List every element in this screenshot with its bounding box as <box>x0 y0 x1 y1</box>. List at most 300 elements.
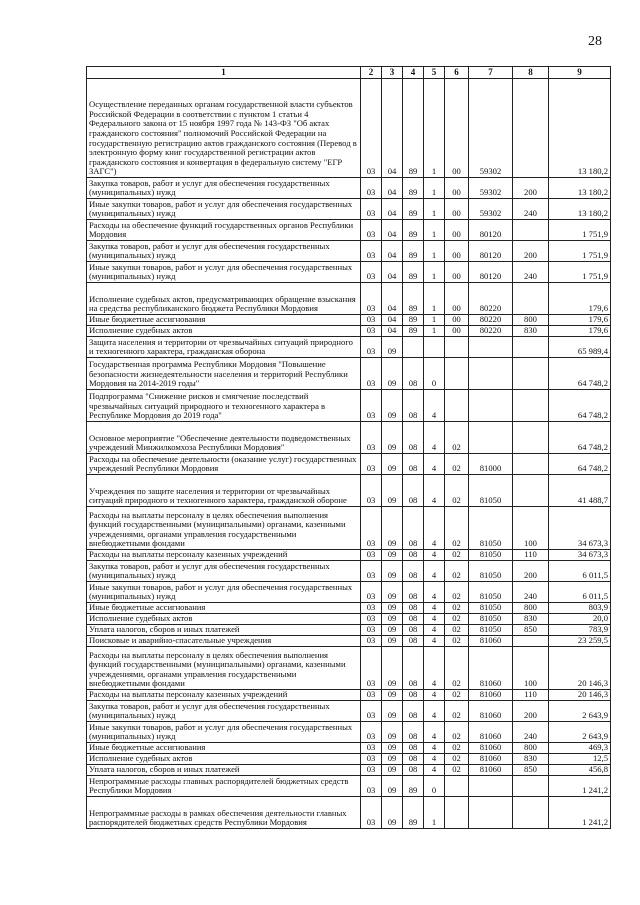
expense-type-cell <box>513 79 549 178</box>
section-code-cell: 03 <box>361 241 382 262</box>
section-code-cell: 03 <box>361 625 382 636</box>
section-code-cell: 03 <box>361 603 382 614</box>
amount-cell: 1 751,9 <box>549 262 611 283</box>
direction-code-cell <box>469 337 513 358</box>
table-row <box>87 358 611 390</box>
amount-cell: 23 259,5 <box>549 636 611 647</box>
table-row <box>87 701 611 722</box>
event-code-cell: 02 <box>445 475 469 507</box>
program-code-cell: 89 <box>403 776 424 797</box>
section-code-cell: 03 <box>361 636 382 647</box>
event-code-cell <box>445 358 469 390</box>
table-row <box>87 550 611 561</box>
subprogram-code-cell: 4 <box>424 701 445 722</box>
table-row <box>87 754 611 765</box>
row-name-cell: Защита населения и территории от чрезвычайных ситуаций природного и техногенного характера, гражданская оборона <box>87 337 361 358</box>
program-code-cell: 08 <box>403 507 424 550</box>
event-code-cell: 00 <box>445 283 469 315</box>
direction-code-cell: 81050 <box>469 603 513 614</box>
subprogram-code-cell: 4 <box>424 507 445 550</box>
subsection-code-cell: 09 <box>382 743 403 754</box>
row-name-cell: Закупка товаров, работ и услуг для обеспечения государственных (муниципальных) нужд <box>87 701 361 722</box>
row-name-cell: Исполнение судебных актов <box>87 326 361 337</box>
table-row <box>87 614 611 625</box>
row-name-cell: Расходы на выплаты персоналу казенных учреждений <box>87 690 361 701</box>
section-code-cell: 03 <box>361 701 382 722</box>
row-name-cell: Закупка товаров, работ и услуг для обеспечения государственных (муниципальных) нужд <box>87 178 361 199</box>
section-code-cell: 03 <box>361 422 382 454</box>
amount-cell: 20 146,3 <box>549 647 611 690</box>
table-row <box>87 647 611 690</box>
event-code-cell: 02 <box>445 636 469 647</box>
section-code-cell: 03 <box>361 776 382 797</box>
section-code-cell: 03 <box>361 690 382 701</box>
table-header-row <box>87 67 611 79</box>
table-row <box>87 625 611 636</box>
subsection-code-cell: 09 <box>382 722 403 743</box>
subprogram-code-cell: 4 <box>424 390 445 422</box>
table-row <box>87 178 611 199</box>
column-header: 9 <box>549 67 611 79</box>
expense-type-cell: 800 <box>513 743 549 754</box>
amount-cell: 64 748,2 <box>549 390 611 422</box>
expense-type-cell: 800 <box>513 315 549 326</box>
column-header: 5 <box>424 67 445 79</box>
table-row <box>87 561 611 582</box>
row-name-cell: Расходы на выплаты персоналу в целях обеспечения выполнения функций государственными (муниципальными) органами, казенными учреждениями, органами управления государственными внебюджетными фондами <box>87 507 361 550</box>
section-code-cell: 03 <box>361 262 382 283</box>
section-code-cell: 03 <box>361 199 382 220</box>
amount-cell: 64 748,2 <box>549 358 611 390</box>
section-code-cell: 03 <box>361 582 382 603</box>
section-code-cell: 03 <box>361 647 382 690</box>
amount-cell: 179,6 <box>549 315 611 326</box>
section-code-cell: 03 <box>361 454 382 475</box>
row-name-cell: Расходы на обеспечение деятельности (оказание услуг) государственных учреждений Республики Мордовия <box>87 454 361 475</box>
direction-code-cell: 81050 <box>469 625 513 636</box>
event-code-cell: 00 <box>445 262 469 283</box>
program-code-cell: 08 <box>403 647 424 690</box>
amount-cell: 20,0 <box>549 614 611 625</box>
section-code-cell: 03 <box>361 220 382 241</box>
expense-type-cell: 850 <box>513 765 549 776</box>
table-body <box>87 79 611 829</box>
expense-type-cell: 240 <box>513 582 549 603</box>
row-name-cell: Иные бюджетные ассигнования <box>87 315 361 326</box>
section-code-cell: 03 <box>361 507 382 550</box>
event-code-cell: 00 <box>445 241 469 262</box>
subprogram-code-cell: 4 <box>424 422 445 454</box>
subsection-code-cell: 09 <box>382 475 403 507</box>
row-name-cell: Государственная программа Республики Мордовия "Повышение безопасности жизнедеятельности населения и территорий Республики Мордовия на 2014-2019 годы" <box>87 358 361 390</box>
row-name-cell: Подпрограмма "Снижение рисков и смягчение последствий чрезвычайных ситуаций природного и техногенного характера в Республике Мордовия до 2019 года" <box>87 390 361 422</box>
subprogram-code-cell: 4 <box>424 647 445 690</box>
event-code-cell: 02 <box>445 582 469 603</box>
subsection-code-cell: 04 <box>382 326 403 337</box>
amount-cell: 179,6 <box>549 326 611 337</box>
column-header: 3 <box>382 67 403 79</box>
direction-code-cell: 81050 <box>469 507 513 550</box>
event-code-cell <box>445 337 469 358</box>
event-code-cell <box>445 797 469 829</box>
subsection-code-cell: 09 <box>382 550 403 561</box>
direction-code-cell: 81060 <box>469 701 513 722</box>
direction-code-cell: 80220 <box>469 315 513 326</box>
event-code-cell: 02 <box>445 722 469 743</box>
expense-type-cell: 200 <box>513 701 549 722</box>
row-name-cell: Исполнение судебных актов <box>87 754 361 765</box>
expense-type-cell <box>513 358 549 390</box>
program-code-cell: 89 <box>403 326 424 337</box>
section-code-cell: 03 <box>361 178 382 199</box>
amount-cell: 2 643,9 <box>549 722 611 743</box>
direction-code-cell: 81050 <box>469 550 513 561</box>
expense-type-cell: 850 <box>513 625 549 636</box>
expense-type-cell: 110 <box>513 690 549 701</box>
subsection-code-cell: 09 <box>382 776 403 797</box>
event-code-cell <box>445 390 469 422</box>
event-code-cell: 02 <box>445 754 469 765</box>
event-code-cell: 02 <box>445 743 469 754</box>
row-name-cell: Осуществление переданных органам государственной власти субъектов Российской Федерации в соответствии с пунктом 1 статьи 4 Федерального закона от 15 ноября 1997 года № 143-ФЗ "Об актах гражданского состояния" полномочий Российской Федерации на государственную регистрацию актов гражданского состояния (Перевод в электронную форму книг государственной регистрации актов гражданского состояния и конвертация в федеральную систему "ЕГР ЗАГС") <box>87 79 361 178</box>
subprogram-code-cell: 4 <box>424 690 445 701</box>
row-name-cell: Закупка товаров, работ и услуг для обеспечения государственных (муниципальных) нужд <box>87 561 361 582</box>
subsection-code-cell: 04 <box>382 315 403 326</box>
amount-cell: 1 241,2 <box>549 776 611 797</box>
program-code-cell: 89 <box>403 262 424 283</box>
program-code-cell: 08 <box>403 614 424 625</box>
expense-type-cell: 200 <box>513 178 549 199</box>
amount-cell: 13 180,2 <box>549 79 611 178</box>
amount-cell: 469,3 <box>549 743 611 754</box>
subprogram-code-cell: 0 <box>424 358 445 390</box>
expense-type-cell: 100 <box>513 507 549 550</box>
amount-cell: 6 011,5 <box>549 582 611 603</box>
subsection-code-cell: 09 <box>382 797 403 829</box>
amount-cell: 65 989,4 <box>549 337 611 358</box>
table-row <box>87 507 611 550</box>
section-code-cell: 03 <box>361 614 382 625</box>
table-row <box>87 475 611 507</box>
budget-table <box>86 66 611 829</box>
amount-cell: 13 180,2 <box>549 178 611 199</box>
amount-cell: 64 748,2 <box>549 422 611 454</box>
subprogram-code-cell: 4 <box>424 603 445 614</box>
amount-cell: 783,9 <box>549 625 611 636</box>
direction-code-cell: 59302 <box>469 178 513 199</box>
event-code-cell: 02 <box>445 561 469 582</box>
subprogram-code-cell: 1 <box>424 178 445 199</box>
section-code-cell: 03 <box>361 743 382 754</box>
subsection-code-cell: 04 <box>382 220 403 241</box>
event-code-cell: 02 <box>445 690 469 701</box>
program-code-cell: 08 <box>403 743 424 754</box>
row-name-cell: Уплата налогов, сборов и иных платежей <box>87 765 361 776</box>
program-code-cell: 08 <box>403 582 424 603</box>
section-code-cell: 03 <box>361 283 382 315</box>
table-row <box>87 262 611 283</box>
program-code-cell: 08 <box>403 754 424 765</box>
expense-type-cell <box>513 776 549 797</box>
row-name-cell: Закупка товаров, работ и услуг для обеспечения государственных (муниципальных) нужд <box>87 241 361 262</box>
row-name-cell: Поисковые и аварийно-спасательные учреждения <box>87 636 361 647</box>
event-code-cell <box>445 776 469 797</box>
subprogram-code-cell: 1 <box>424 220 445 241</box>
amount-cell: 34 673,3 <box>549 507 611 550</box>
subsection-code-cell: 09 <box>382 582 403 603</box>
column-header: 8 <box>513 67 549 79</box>
direction-code-cell: 81060 <box>469 765 513 776</box>
direction-code-cell: 81060 <box>469 636 513 647</box>
program-code-cell: 08 <box>403 625 424 636</box>
section-code-cell: 03 <box>361 79 382 178</box>
amount-cell: 6 011,5 <box>549 561 611 582</box>
direction-code-cell: 80120 <box>469 220 513 241</box>
row-name-cell: Расходы на выплаты персоналу казенных учреждений <box>87 550 361 561</box>
subprogram-code-cell: 4 <box>424 454 445 475</box>
subprogram-code-cell: 4 <box>424 614 445 625</box>
direction-code-cell: 81060 <box>469 690 513 701</box>
table-row <box>87 337 611 358</box>
table-row <box>87 765 611 776</box>
event-code-cell: 02 <box>445 422 469 454</box>
direction-code-cell: 81060 <box>469 754 513 765</box>
table-row <box>87 241 611 262</box>
program-code-cell: 89 <box>403 199 424 220</box>
direction-code-cell: 80220 <box>469 283 513 315</box>
subprogram-code-cell: 4 <box>424 625 445 636</box>
row-name-cell: Расходы на выплаты персоналу в целях обеспечения выполнения функций государственными (муниципальными) органами, казенными учреждениями, органами управления государственными внебюджетными фондами <box>87 647 361 690</box>
event-code-cell: 02 <box>445 454 469 475</box>
program-code-cell: 89 <box>403 79 424 178</box>
subsection-code-cell: 04 <box>382 79 403 178</box>
subsection-code-cell: 09 <box>382 690 403 701</box>
expense-type-cell <box>513 797 549 829</box>
section-code-cell: 03 <box>361 797 382 829</box>
section-code-cell: 03 <box>361 561 382 582</box>
program-code-cell: 89 <box>403 797 424 829</box>
table-row <box>87 220 611 241</box>
program-code-cell: 08 <box>403 690 424 701</box>
direction-code-cell: 59302 <box>469 199 513 220</box>
subsection-code-cell: 04 <box>382 178 403 199</box>
expense-type-cell <box>513 422 549 454</box>
program-code-cell: 89 <box>403 220 424 241</box>
subprogram-code-cell <box>424 337 445 358</box>
event-code-cell: 02 <box>445 647 469 690</box>
row-name-cell: Иные закупки товаров, работ и услуг для обеспечения государственных (муниципальных) нужд <box>87 262 361 283</box>
amount-cell: 12,5 <box>549 754 611 765</box>
section-code-cell: 03 <box>361 315 382 326</box>
program-code-cell: 89 <box>403 283 424 315</box>
amount-cell: 34 673,3 <box>549 550 611 561</box>
row-name-cell: Иные закупки товаров, работ и услуг для обеспечения государственных (муниципальных) нужд <box>87 582 361 603</box>
section-code-cell: 03 <box>361 326 382 337</box>
table-row <box>87 454 611 475</box>
expense-type-cell: 100 <box>513 647 549 690</box>
program-code-cell: 08 <box>403 603 424 614</box>
expense-type-cell: 800 <box>513 603 549 614</box>
table-row <box>87 283 611 315</box>
subsection-code-cell: 04 <box>382 283 403 315</box>
table-row <box>87 776 611 797</box>
expense-type-cell <box>513 390 549 422</box>
column-header: 6 <box>445 67 469 79</box>
subsection-code-cell: 09 <box>382 701 403 722</box>
table-row <box>87 743 611 754</box>
subsection-code-cell: 09 <box>382 603 403 614</box>
direction-code-cell: 81050 <box>469 475 513 507</box>
row-name-cell: Иные бюджетные ассигнования <box>87 743 361 754</box>
program-code-cell: 08 <box>403 390 424 422</box>
event-code-cell: 00 <box>445 315 469 326</box>
section-code-cell: 03 <box>361 475 382 507</box>
subsection-code-cell: 09 <box>382 647 403 690</box>
subsection-code-cell: 09 <box>382 561 403 582</box>
subprogram-code-cell: 1 <box>424 241 445 262</box>
program-code-cell: 89 <box>403 178 424 199</box>
expense-type-cell <box>513 475 549 507</box>
table-row <box>87 315 611 326</box>
event-code-cell: 02 <box>445 625 469 636</box>
expense-type-cell <box>513 337 549 358</box>
expense-type-cell: 240 <box>513 722 549 743</box>
direction-code-cell: 81060 <box>469 647 513 690</box>
row-name-cell: Иные бюджетные ассигнования <box>87 603 361 614</box>
direction-code-cell: 81050 <box>469 614 513 625</box>
subsection-code-cell: 09 <box>382 754 403 765</box>
direction-code-cell: 81060 <box>469 722 513 743</box>
amount-cell: 64 748,2 <box>549 454 611 475</box>
direction-code-cell: 80220 <box>469 326 513 337</box>
program-code-cell: 08 <box>403 636 424 647</box>
row-name-cell: Непрограммные расходы в рамках обеспечения деятельности главных распорядителей бюджетных средств Республики Мордовия <box>87 797 361 829</box>
subprogram-code-cell: 1 <box>424 326 445 337</box>
table-row <box>87 199 611 220</box>
subsection-code-cell: 04 <box>382 241 403 262</box>
direction-code-cell: 80120 <box>469 262 513 283</box>
table-row <box>87 390 611 422</box>
page-number: 28 <box>588 34 602 49</box>
subprogram-code-cell: 4 <box>424 561 445 582</box>
expense-type-cell: 240 <box>513 262 549 283</box>
expense-type-cell: 200 <box>513 561 549 582</box>
event-code-cell: 00 <box>445 326 469 337</box>
event-code-cell: 02 <box>445 603 469 614</box>
subsection-code-cell: 09 <box>382 358 403 390</box>
column-header: 4 <box>403 67 424 79</box>
direction-code-cell <box>469 390 513 422</box>
row-name-cell: Непрограммные расходы главных распорядителей бюджетных средств Республики Мордовия <box>87 776 361 797</box>
row-name-cell: Расходы на обеспечение функций государственных органов Республики Мордовия <box>87 220 361 241</box>
event-code-cell: 02 <box>445 550 469 561</box>
row-name-cell: Уплата налогов, сборов и иных платежей <box>87 625 361 636</box>
expense-type-cell: 830 <box>513 754 549 765</box>
amount-cell: 13 180,2 <box>549 199 611 220</box>
row-name-cell: Исполнение судебных актов <box>87 614 361 625</box>
subprogram-code-cell: 1 <box>424 315 445 326</box>
expense-type-cell: 200 <box>513 241 549 262</box>
expense-type-cell <box>513 220 549 241</box>
direction-code-cell: 59302 <box>469 79 513 178</box>
direction-code-cell: 81000 <box>469 454 513 475</box>
expense-type-cell: 240 <box>513 199 549 220</box>
direction-code-cell <box>469 797 513 829</box>
expense-type-cell: 110 <box>513 550 549 561</box>
event-code-cell: 02 <box>445 765 469 776</box>
program-code-cell: 08 <box>403 701 424 722</box>
event-code-cell: 02 <box>445 701 469 722</box>
column-header: 1 <box>87 67 361 79</box>
section-code-cell: 03 <box>361 550 382 561</box>
amount-cell: 1 751,9 <box>549 241 611 262</box>
direction-code-cell <box>469 776 513 797</box>
section-code-cell: 03 <box>361 754 382 765</box>
subprogram-code-cell: 1 <box>424 797 445 829</box>
section-code-cell: 03 <box>361 337 382 358</box>
subsection-code-cell: 09 <box>382 507 403 550</box>
table-row <box>87 690 611 701</box>
subsection-code-cell: 09 <box>382 454 403 475</box>
event-code-cell: 00 <box>445 199 469 220</box>
direction-code-cell <box>469 358 513 390</box>
subprogram-code-cell: 4 <box>424 475 445 507</box>
column-header: 2 <box>361 67 382 79</box>
program-code-cell: 89 <box>403 315 424 326</box>
section-code-cell: 03 <box>361 765 382 776</box>
amount-cell: 1 241,2 <box>549 797 611 829</box>
expense-type-cell: 830 <box>513 326 549 337</box>
section-code-cell: 03 <box>361 358 382 390</box>
amount-cell: 41 488,7 <box>549 475 611 507</box>
direction-code-cell <box>469 422 513 454</box>
table-row <box>87 326 611 337</box>
amount-cell: 1 751,9 <box>549 220 611 241</box>
program-code-cell: 08 <box>403 550 424 561</box>
expense-type-cell <box>513 636 549 647</box>
table-row <box>87 636 611 647</box>
subsection-code-cell: 09 <box>382 390 403 422</box>
subsection-code-cell: 09 <box>382 625 403 636</box>
program-code-cell <box>403 337 424 358</box>
expense-type-cell <box>513 454 549 475</box>
subsection-code-cell: 09 <box>382 422 403 454</box>
amount-cell: 803,9 <box>549 603 611 614</box>
row-name-cell: Основное мероприятие "Обеспечение деятельности подведомственных учреждений Минжилкомхоза Республики Мордовия" <box>87 422 361 454</box>
amount-cell: 179,6 <box>549 283 611 315</box>
table-row <box>87 582 611 603</box>
direction-code-cell: 81050 <box>469 561 513 582</box>
program-code-cell: 08 <box>403 765 424 776</box>
program-code-cell: 08 <box>403 454 424 475</box>
amount-cell: 20 146,3 <box>549 690 611 701</box>
subsection-code-cell: 04 <box>382 199 403 220</box>
subprogram-code-cell: 0 <box>424 776 445 797</box>
program-code-cell: 08 <box>403 722 424 743</box>
subprogram-code-cell: 4 <box>424 743 445 754</box>
table-row <box>87 722 611 743</box>
program-code-cell: 08 <box>403 561 424 582</box>
event-code-cell: 02 <box>445 614 469 625</box>
event-code-cell: 00 <box>445 79 469 178</box>
direction-code-cell: 80120 <box>469 241 513 262</box>
program-code-cell: 08 <box>403 422 424 454</box>
subsection-code-cell: 09 <box>382 337 403 358</box>
subprogram-code-cell: 1 <box>424 262 445 283</box>
direction-code-cell: 81050 <box>469 582 513 603</box>
subprogram-code-cell: 1 <box>424 79 445 178</box>
table-row <box>87 79 611 178</box>
